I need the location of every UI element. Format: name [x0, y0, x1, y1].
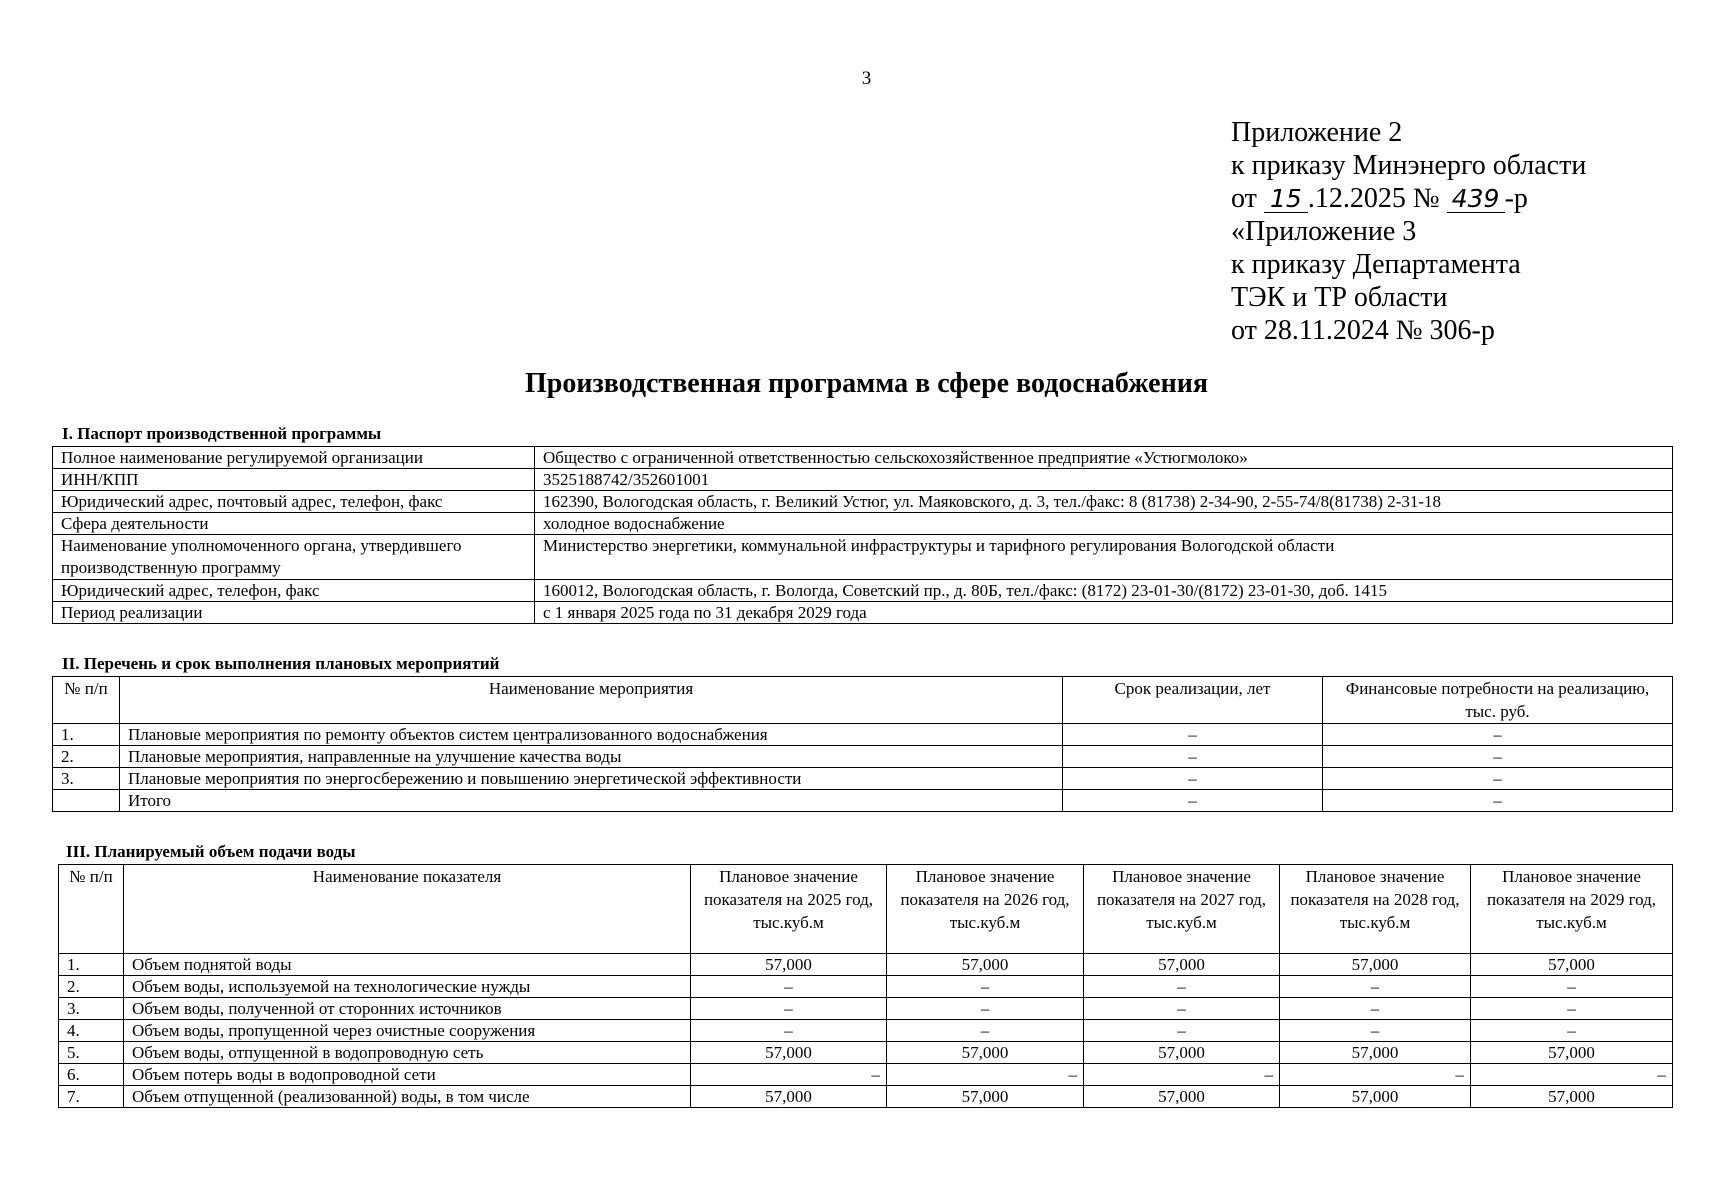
passport-label: Наименование уполномоченного органа, утвердившего производственную программу: [53, 535, 535, 580]
table-row: [53, 746, 1673, 768]
column-header: Плановое значение показателя на 2029 год, тыс.куб.м: [1471, 865, 1673, 954]
value-2027: –: [1084, 1020, 1280, 1042]
indicator-name: Объем воды, пропущенной через очистные сооружения: [124, 1020, 691, 1042]
activity-finance: –: [1323, 768, 1673, 790]
value-2025: 57,000: [691, 1042, 887, 1064]
passport-label: Сфера деятельности: [53, 513, 535, 535]
value-2026: –: [887, 1064, 1084, 1086]
activity-finance: –: [1323, 746, 1673, 768]
value-2025: –: [691, 998, 887, 1020]
value-2027: –: [1084, 998, 1280, 1020]
value-2025: 57,000: [691, 1086, 887, 1108]
value-2025: –: [691, 1064, 887, 1086]
appendix-line-7: от 28.11.2024 № 306-р: [1231, 315, 1495, 346]
appendix-line-2: к приказу Минэнерго области: [1231, 150, 1587, 181]
activity-finance: –: [1323, 790, 1673, 812]
value-2027: –: [1084, 1064, 1280, 1086]
value-2028: –: [1280, 1064, 1471, 1086]
appendix-line-3: [1231, 182, 1586, 215]
value-2028: 57,000: [1280, 954, 1471, 976]
passport-value: с 1 января 2025 года по 31 декабря 2029 года: [535, 602, 1673, 624]
passport-label: Период реализации: [53, 602, 535, 624]
passport-value: Министерство энергетики, коммунальной инфраструктуры и тарифного регулирования Вологодской области: [535, 535, 1673, 580]
appendix-date-rest: .12.2025 №: [1307, 183, 1440, 214]
value-2028: –: [1280, 998, 1471, 1020]
appendix-line-4: «Приложение 3: [1231, 216, 1417, 247]
column-header: Наименование мероприятия: [120, 677, 1063, 724]
activity-name: Плановые мероприятия, направленные на улучшение качества воды: [120, 746, 1063, 768]
indicator-name: Объем воды, используемой на технологические нужды: [124, 976, 691, 998]
row-number: 6.: [59, 1064, 124, 1086]
value-2026: 57,000: [887, 1086, 1084, 1108]
row-number: [53, 790, 120, 812]
table-row: [53, 535, 1673, 580]
passport-label: ИНН/КПП: [53, 469, 535, 491]
page-number: 3: [861, 68, 872, 89]
table-row: [53, 724, 1673, 746]
table-row: [59, 1020, 1673, 1042]
appendix-order-suffix: -р: [1504, 183, 1528, 214]
row-number: 3.: [53, 768, 120, 790]
row-number: 2.: [59, 976, 124, 998]
activity-name: Плановые мероприятия по ремонту объектов систем централизованного водоснабжения: [120, 724, 1063, 746]
activities-table: [52, 676, 1673, 812]
value-2028: 57,000: [1280, 1086, 1471, 1108]
passport-label: Юридический адрес, почтовый адрес, телефон, факс: [53, 491, 535, 513]
table-row: [59, 1086, 1673, 1108]
column-header: Финансовые потребности на реализацию, тыс. руб.: [1323, 677, 1673, 724]
passport-label: Полное наименование регулируемой организации: [53, 447, 535, 469]
column-header: Плановое значение показателя на 2027 год, тыс.куб.м: [1084, 865, 1280, 954]
value-2028: –: [1280, 976, 1471, 998]
value-2029: 57,000: [1471, 1086, 1673, 1108]
column-header: Плановое значение показателя на 2026 год, тыс.куб.м: [887, 865, 1084, 954]
value-2027: 57,000: [1084, 1042, 1280, 1064]
table-row: [53, 491, 1673, 513]
handwritten-day: 15: [1264, 186, 1308, 213]
column-header: Плановое значение показателя на 2028 год, тыс.куб.м: [1280, 865, 1471, 954]
value-2027: 57,000: [1084, 1086, 1280, 1108]
value-2026: –: [887, 998, 1084, 1020]
row-number: 4.: [59, 1020, 124, 1042]
value-2026: 57,000: [887, 954, 1084, 976]
table-row: [59, 976, 1673, 998]
indicator-name: Объем поднятой воды: [124, 954, 691, 976]
value-2029: –: [1471, 998, 1673, 1020]
activity-finance: –: [1323, 724, 1673, 746]
row-number: 2.: [53, 746, 120, 768]
activity-term: –: [1063, 746, 1323, 768]
appendix-date-prefix: от: [1231, 183, 1257, 214]
value-2029: –: [1471, 1020, 1673, 1042]
value-2029: 57,000: [1471, 954, 1673, 976]
table-row: [53, 469, 1673, 491]
appendix-line-6: ТЭК и ТР области: [1231, 282, 1448, 313]
table-row: [53, 602, 1673, 624]
passport-label: Юридический адрес, телефон, факс: [53, 580, 535, 602]
table-header-row: [53, 677, 1673, 724]
table-row: [53, 768, 1673, 790]
passport-value: 162390, Вологодская область, г. Великий Устюг, ул. Маяковского, д. 3, тел./факс: 8 (81738) 2-34-90, 2-55-74/8(81738) 2-31-18: [535, 491, 1673, 513]
table-row: [53, 447, 1673, 469]
value-2029: –: [1471, 1064, 1673, 1086]
passport-value: Общество с ограниченной ответственностью сельскохозяйственное предприятие «Устюгмолоко»: [535, 447, 1673, 469]
activity-name: Итого: [120, 790, 1063, 812]
value-2028: –: [1280, 1020, 1471, 1042]
table-row: [59, 954, 1673, 976]
table-row: [59, 998, 1673, 1020]
value-2026: –: [887, 1020, 1084, 1042]
value-2029: –: [1471, 976, 1673, 998]
indicator-name: Объем потерь воды в водопроводной сети: [124, 1064, 691, 1086]
table-row: [59, 1064, 1673, 1086]
value-2027: –: [1084, 976, 1280, 998]
value-2027: 57,000: [1084, 954, 1280, 976]
indicator-name: Объем воды, отпущенной в водопроводную сеть: [124, 1042, 691, 1064]
row-number: 1.: [53, 724, 120, 746]
table-row: [59, 1042, 1673, 1064]
column-header: Плановое значение показателя на 2025 год, тыс.куб.м: [691, 865, 887, 954]
appendix-header: [1231, 116, 1586, 347]
value-2025: 57,000: [691, 954, 887, 976]
indicator-name: Объем воды, полученной от сторонних источников: [124, 998, 691, 1020]
indicator-name: Объем отпущенной (реализованной) воды, в том числе: [124, 1086, 691, 1108]
table-row: [53, 513, 1673, 535]
table-header-row: [59, 865, 1673, 954]
column-header: № п/п: [59, 865, 124, 954]
water-supply-table: [58, 864, 1673, 1108]
value-2025: –: [691, 976, 887, 998]
row-number: 5.: [59, 1042, 124, 1064]
column-header: Наименование показателя: [124, 865, 691, 954]
appendix-line-1: Приложение 2: [1231, 117, 1403, 148]
value-2025: –: [691, 1020, 887, 1042]
activity-term: –: [1063, 768, 1323, 790]
row-number: 7.: [59, 1086, 124, 1108]
passport-value: холодное водоснабжение: [535, 513, 1673, 535]
activity-name: Плановые мероприятия по энергосбережению и повышению энергетической эффективности: [120, 768, 1063, 790]
row-number: 1.: [59, 954, 124, 976]
value-2028: 57,000: [1280, 1042, 1471, 1064]
passport-table: [52, 446, 1673, 624]
passport-value: 3525188742/352601001: [535, 469, 1673, 491]
column-header: Срок реализации, лет: [1063, 677, 1323, 724]
section-1-title: I. Паспорт производственной программы: [62, 424, 382, 443]
activity-term: –: [1063, 790, 1323, 812]
table-row: [53, 790, 1673, 812]
section-3-title: III. Планируемый объем подачи воды: [66, 842, 356, 861]
document-title: Производственная программа в сфере водоснабжения: [524, 368, 1209, 399]
section-2-title: II. Перечень и срок выполнения плановых мероприятий: [62, 654, 500, 673]
value-2029: 57,000: [1471, 1042, 1673, 1064]
value-2026: –: [887, 976, 1084, 998]
table-row: [53, 580, 1673, 602]
column-header: № п/п: [53, 677, 120, 724]
appendix-line-5: к приказу Департамента: [1231, 249, 1521, 280]
passport-value: 160012, Вологодская область, г. Вологда, Советский пр., д. 80Б, тел./факс: (8172) 23-01-30/(8172) 23-01-30, доб. 1415: [535, 580, 1673, 602]
row-number: 3.: [59, 998, 124, 1020]
handwritten-order-number: 439: [1447, 186, 1505, 213]
value-2026: 57,000: [887, 1042, 1084, 1064]
activity-term: –: [1063, 724, 1323, 746]
